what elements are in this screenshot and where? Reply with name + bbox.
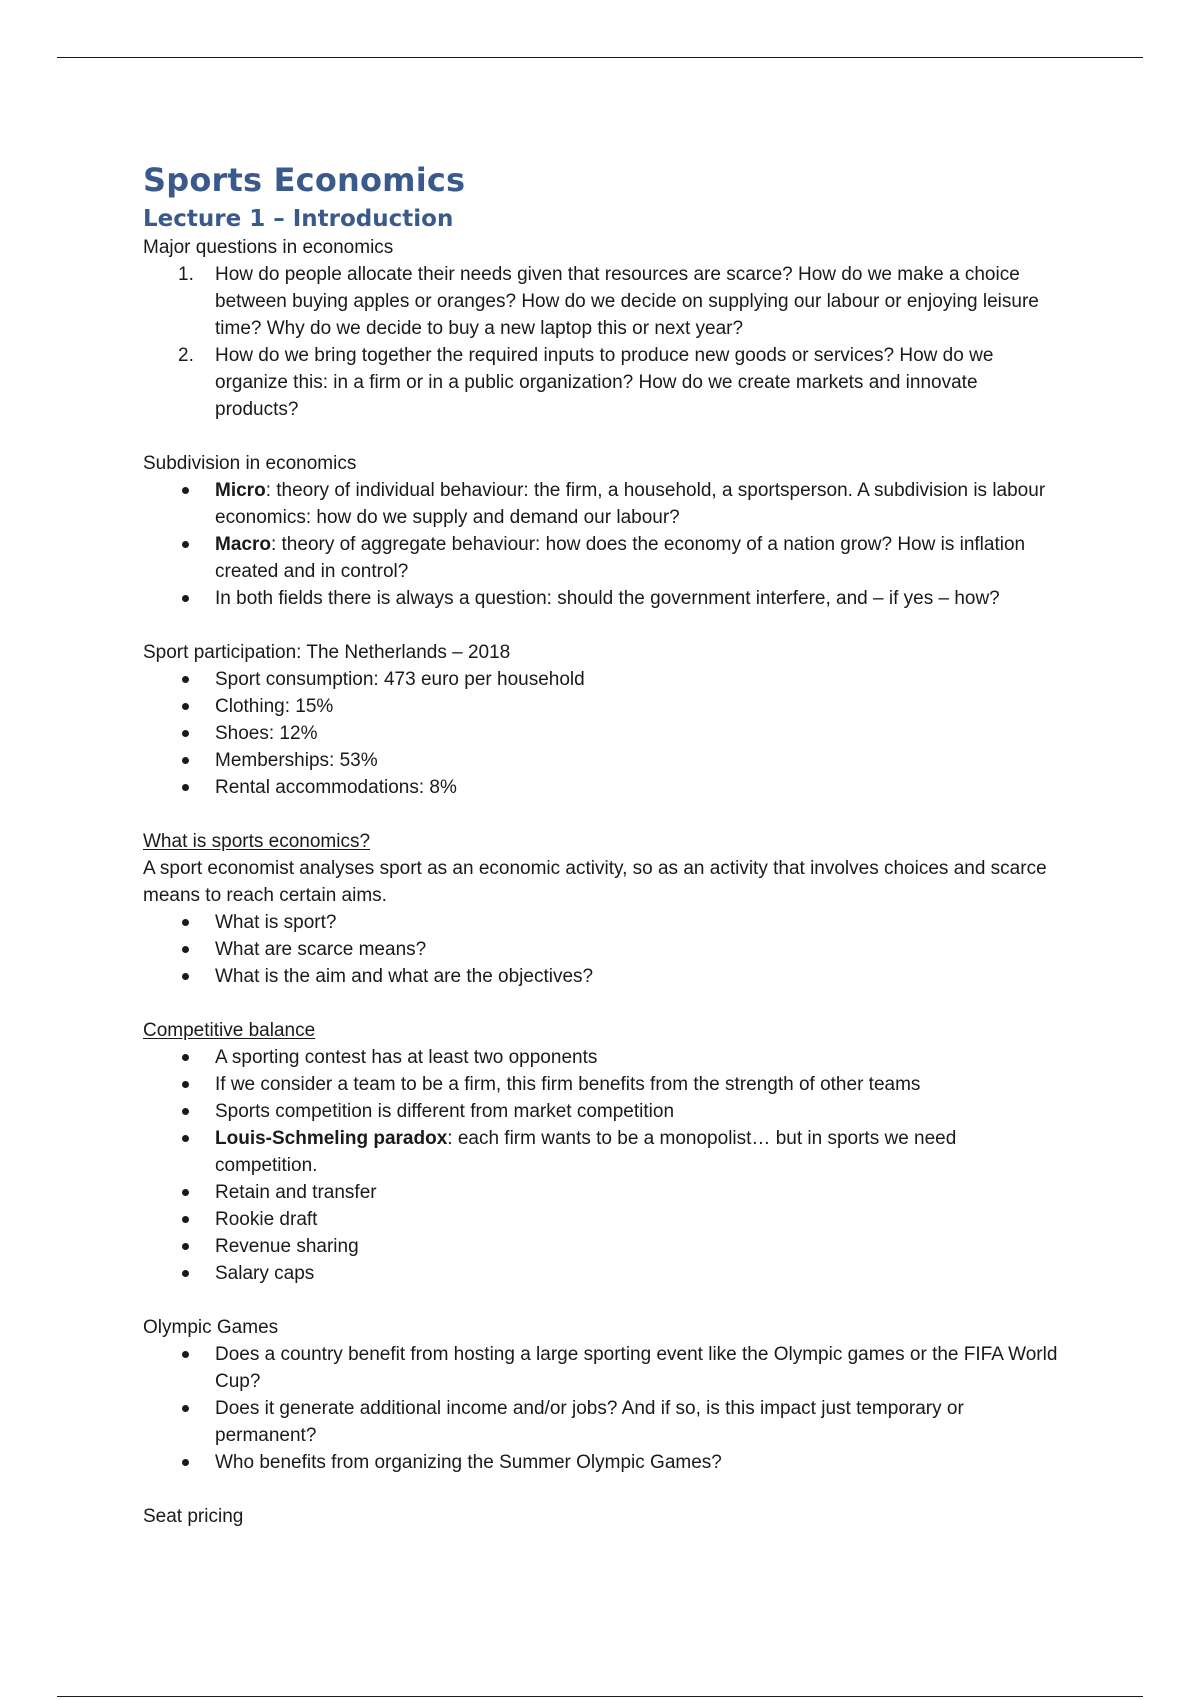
list-item-text: Does a country benefit from hosting a large sporting event like the Olympic games or the FIFA World Cup? [215, 1344, 1058, 1392]
list-item [143, 342, 1063, 423]
list-item [143, 1341, 1063, 1395]
list-item [143, 1044, 1063, 1071]
list-item [143, 774, 1063, 801]
bullet-list-participation [143, 666, 1063, 801]
list-item [143, 1233, 1063, 1260]
list-item-text: Does it generate additional income and/or jobs? And if so, is this impact just temporary or permanent? [215, 1398, 964, 1446]
intro-paragraph: A sport economist analyses sport as an economic activity, so as an activity that involves choices and scarce means to reach certain aims. [143, 858, 1047, 906]
list-item-text: Sport consumption: 473 euro per household [215, 669, 585, 690]
section-heading-participation: Sport participation: The Netherlands – 2018 [143, 642, 511, 663]
bold-term: Micro [215, 480, 266, 501]
numbered-list-major [143, 261, 1063, 423]
bullet-list-what [143, 909, 1063, 990]
list-item [143, 585, 1063, 612]
list-item [143, 747, 1063, 774]
bullet-list-olympic [143, 1341, 1063, 1476]
list-number: 1. [178, 264, 194, 285]
list-item-text: What is sport? [215, 912, 337, 933]
list-item [143, 1071, 1063, 1098]
list-item-text: Who benefits from organizing the Summer Olympic Games? [215, 1452, 722, 1473]
list-item-text: Rookie draft [215, 1209, 318, 1230]
list-item [143, 1260, 1063, 1287]
section-heading-major: Major questions in economics [143, 237, 394, 258]
list-item [143, 1125, 1063, 1179]
document-body [143, 160, 1063, 1530]
list-number: 2. [178, 345, 194, 366]
list-item-text: What are scarce means? [215, 939, 427, 960]
list-item [143, 1395, 1063, 1449]
list-item-text: Retain and transfer [215, 1182, 377, 1203]
list-item [143, 909, 1063, 936]
list-item [143, 1179, 1063, 1206]
underlined-heading: What is sports economics? [143, 831, 371, 852]
section-heading-balance [143, 1017, 1063, 1044]
list-item-text: Sports competition is different from market competition [215, 1101, 675, 1122]
section-heading-what [143, 828, 1063, 855]
bold-term: Louis-Schmeling paradox [215, 1128, 448, 1149]
list-item [143, 936, 1063, 963]
list-item [143, 1098, 1063, 1125]
list-item-text: How do we bring together the required inputs to produce new goods or services? How do we organize this: in a firm or in a public organization? How do we create markets and innovate products? [215, 345, 994, 420]
list-item [143, 477, 1063, 531]
bold-term: Macro [215, 534, 271, 555]
header-rule [57, 57, 1143, 58]
bullet-list-subdivision [143, 477, 1063, 612]
list-item [143, 963, 1063, 990]
list-item-text: In both fields there is always a question: should the government interfere, and – if yes – how? [215, 588, 1000, 609]
list-item-text: How do people allocate their needs given that resources are scarce? How do we make a choice between buying apples or oranges? How do we decide on supplying our labour or enjoying leisure time? Why do we decide to buy a new laptop this or next year? [215, 264, 1039, 339]
list-item-text: What is the aim and what are the objectives? [215, 966, 594, 987]
list-item [143, 666, 1063, 693]
list-item-text: If we consider a team to be a firm, this firm benefits from the strength of other teams [215, 1074, 921, 1095]
list-item-text: : theory of individual behaviour: the firm, a household, a sportsperson. A subdivision is labour economics: how do we supply and demand our labour? [215, 480, 1046, 528]
section-heading-seat: Seat pricing [143, 1506, 244, 1527]
list-item [143, 261, 1063, 342]
list-item-text: Shoes: 12% [215, 723, 318, 744]
list-item-text: : theory of aggregate behaviour: how does the economy of a nation grow? How is inflation created and in control? [215, 534, 1026, 582]
footer-rule [57, 1696, 1143, 1697]
list-item-text: Salary caps [215, 1263, 315, 1284]
document-title: Sports Economics [143, 161, 466, 199]
list-item-text: A sporting contest has at least two opponents [215, 1047, 598, 1068]
bullet-list-balance [143, 1044, 1063, 1287]
list-item [143, 720, 1063, 747]
underlined-heading: Competitive balance [143, 1020, 316, 1041]
section-heading-subdivision: Subdivision in economics [143, 453, 357, 474]
list-item-text: : each firm wants to be a monopolist… but in sports we need competition. [215, 1128, 957, 1176]
list-item-text: Memberships: 53% [215, 750, 378, 771]
list-item [143, 1449, 1063, 1476]
list-item [143, 531, 1063, 585]
list-item-text: Rental accommodations: 8% [215, 777, 457, 798]
list-item [143, 1206, 1063, 1233]
list-item [143, 693, 1063, 720]
list-item-text: Revenue sharing [215, 1236, 359, 1257]
list-item-text: Clothing: 15% [215, 696, 334, 717]
section-heading-olympic: Olympic Games [143, 1317, 279, 1338]
lecture-heading: Lecture 1 – Introduction [143, 206, 454, 232]
